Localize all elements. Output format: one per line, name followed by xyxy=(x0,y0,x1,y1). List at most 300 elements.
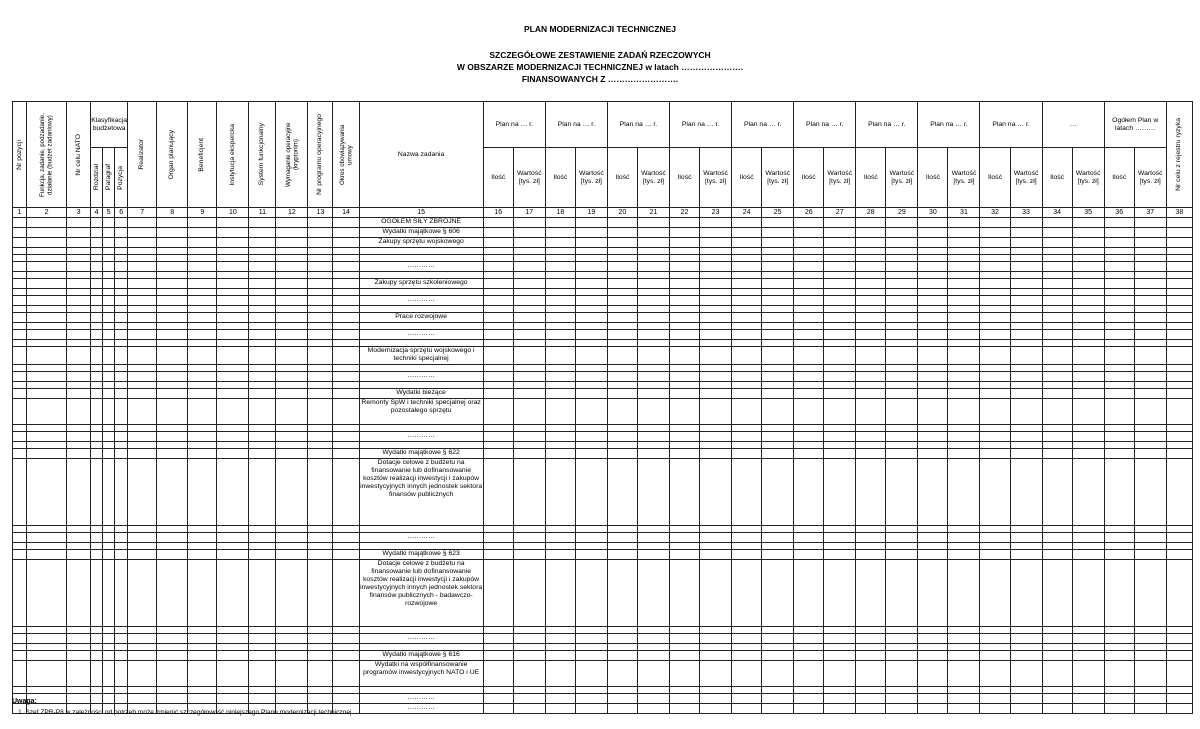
table-cell[interactable] xyxy=(157,550,188,560)
table-cell[interactable] xyxy=(157,248,188,255)
table-cell[interactable] xyxy=(115,627,128,634)
table-cell[interactable] xyxy=(188,644,217,651)
table-cell[interactable] xyxy=(824,313,856,323)
table-cell[interactable] xyxy=(980,372,1010,382)
table-cell[interactable] xyxy=(513,704,545,714)
table-cell[interactable] xyxy=(1166,296,1192,306)
table-cell[interactable] xyxy=(115,306,128,313)
table-cell[interactable] xyxy=(670,306,700,313)
table-cell[interactable] xyxy=(13,389,27,399)
table-cell[interactable] xyxy=(637,634,669,644)
table-cell[interactable] xyxy=(1010,432,1042,442)
table-cell[interactable] xyxy=(637,365,669,372)
table-cell[interactable] xyxy=(27,372,67,382)
table-cell[interactable] xyxy=(762,228,794,238)
table-cell[interactable] xyxy=(308,533,333,543)
table-cell[interactable] xyxy=(483,560,513,627)
table-cell[interactable] xyxy=(91,543,103,550)
table-cell[interactable] xyxy=(1104,347,1134,365)
table-cell[interactable] xyxy=(115,543,128,550)
table-cell[interactable] xyxy=(188,347,217,365)
task-name-cell[interactable] xyxy=(359,543,483,550)
table-cell[interactable] xyxy=(856,296,886,306)
table-cell[interactable] xyxy=(128,661,157,687)
table-cell[interactable] xyxy=(1042,306,1072,313)
table-cell[interactable] xyxy=(1134,323,1166,330)
table-cell[interactable] xyxy=(217,661,249,687)
table-cell[interactable] xyxy=(333,228,359,238)
table-cell[interactable] xyxy=(1104,533,1134,543)
table-cell[interactable] xyxy=(637,449,669,459)
table-cell[interactable] xyxy=(115,382,128,389)
table-cell[interactable] xyxy=(575,533,607,543)
table-cell[interactable] xyxy=(249,661,276,687)
table-cell[interactable] xyxy=(67,296,91,306)
table-cell[interactable] xyxy=(1042,389,1072,399)
table-cell[interactable] xyxy=(762,399,794,425)
table-cell[interactable] xyxy=(103,459,115,526)
table-cell[interactable] xyxy=(1072,313,1104,323)
task-name-cell[interactable]: Remonty SpW i techniki specjalnej oraz pozostałego sprzętu xyxy=(359,399,483,425)
table-cell[interactable] xyxy=(333,661,359,687)
table-cell[interactable] xyxy=(67,313,91,323)
table-cell[interactable] xyxy=(1166,627,1192,634)
table-cell[interactable] xyxy=(308,340,333,347)
table-cell[interactable] xyxy=(1042,372,1072,382)
table-cell[interactable] xyxy=(794,382,824,389)
table-cell[interactable] xyxy=(1010,449,1042,459)
table-cell[interactable] xyxy=(513,289,545,296)
table-cell[interactable] xyxy=(91,347,103,365)
table-cell[interactable] xyxy=(886,262,918,272)
table-cell[interactable] xyxy=(67,306,91,313)
table-cell[interactable] xyxy=(607,272,637,279)
table-cell[interactable] xyxy=(188,533,217,543)
table-cell[interactable] xyxy=(607,306,637,313)
table-cell[interactable] xyxy=(794,347,824,365)
table-cell[interactable] xyxy=(1010,306,1042,313)
table-cell[interactable] xyxy=(308,306,333,313)
table-cell[interactable] xyxy=(732,389,762,399)
table-cell[interactable] xyxy=(91,262,103,272)
table-cell[interactable] xyxy=(670,550,700,560)
table-cell[interactable] xyxy=(188,289,217,296)
table-cell[interactable] xyxy=(27,228,67,238)
table-cell[interactable] xyxy=(948,340,980,347)
table-cell[interactable] xyxy=(980,279,1010,289)
table-cell[interactable] xyxy=(308,449,333,459)
table-cell[interactable] xyxy=(545,238,575,248)
table-cell[interactable] xyxy=(637,272,669,279)
table-cell[interactable] xyxy=(1072,238,1104,248)
table-cell[interactable] xyxy=(732,279,762,289)
table-cell[interactable] xyxy=(856,323,886,330)
table-cell[interactable] xyxy=(276,340,308,347)
table-cell[interactable] xyxy=(249,289,276,296)
table-cell[interactable] xyxy=(1042,627,1072,634)
table-cell[interactable] xyxy=(886,238,918,248)
task-name-cell[interactable]: Dotacje celowe z budżetu na finansowanie lub dofinansowanie kosztów realizacji inwestycji i zakupów inwestycyjnych innych jednostek sektora finansów publicznych - badawczo-rozwojowe xyxy=(359,560,483,627)
table-cell[interactable] xyxy=(1104,238,1134,248)
table-cell[interactable] xyxy=(483,651,513,661)
table-cell[interactable] xyxy=(276,526,308,533)
table-cell[interactable] xyxy=(762,330,794,340)
table-cell[interactable] xyxy=(1134,432,1166,442)
table-cell[interactable] xyxy=(980,560,1010,627)
table-cell[interactable] xyxy=(1104,296,1134,306)
table-cell[interactable] xyxy=(1134,238,1166,248)
table-cell[interactable] xyxy=(856,218,886,228)
table-cell[interactable] xyxy=(886,323,918,330)
table-cell[interactable] xyxy=(1042,238,1072,248)
table-cell[interactable] xyxy=(91,389,103,399)
task-name-cell[interactable]: Dotacje celowe z budżetu na finansowanie lub dofinansowanie kosztów realizacji inwestycji i zakupów inwestycyjnych innych jednostek sektora finansów publicznych xyxy=(359,459,483,526)
table-cell[interactable] xyxy=(115,340,128,347)
table-cell[interactable] xyxy=(575,442,607,449)
table-cell[interactable] xyxy=(670,687,700,694)
table-cell[interactable] xyxy=(980,644,1010,651)
table-cell[interactable] xyxy=(670,365,700,372)
table-cell[interactable] xyxy=(27,365,67,372)
table-cell[interactable] xyxy=(575,248,607,255)
table-cell[interactable] xyxy=(1072,627,1104,634)
table-cell[interactable] xyxy=(67,694,91,704)
table-cell[interactable] xyxy=(1134,272,1166,279)
table-cell[interactable] xyxy=(886,330,918,340)
table-cell[interactable] xyxy=(483,228,513,238)
table-cell[interactable] xyxy=(91,323,103,330)
table-cell[interactable] xyxy=(1072,560,1104,627)
table-cell[interactable] xyxy=(824,262,856,272)
table-cell[interactable] xyxy=(276,550,308,560)
table-cell[interactable] xyxy=(886,255,918,262)
table-cell[interactable] xyxy=(545,289,575,296)
table-cell[interactable] xyxy=(91,238,103,248)
table-cell[interactable] xyxy=(217,255,249,262)
table-cell[interactable] xyxy=(918,704,948,714)
table-cell[interactable] xyxy=(115,248,128,255)
table-cell[interactable] xyxy=(1166,382,1192,389)
table-cell[interactable] xyxy=(980,262,1010,272)
table-cell[interactable] xyxy=(217,533,249,543)
table-cell[interactable] xyxy=(27,323,67,330)
table-cell[interactable] xyxy=(13,399,27,425)
table-cell[interactable] xyxy=(115,272,128,279)
table-cell[interactable] xyxy=(1042,425,1072,432)
table-cell[interactable] xyxy=(1134,389,1166,399)
table-cell[interactable] xyxy=(217,627,249,634)
table-cell[interactable] xyxy=(103,372,115,382)
table-cell[interactable] xyxy=(545,399,575,425)
table-cell[interactable] xyxy=(732,627,762,634)
table-cell[interactable] xyxy=(1042,228,1072,238)
table-cell[interactable] xyxy=(732,399,762,425)
table-cell[interactable] xyxy=(545,661,575,687)
table-cell[interactable] xyxy=(128,365,157,372)
table-cell[interactable] xyxy=(91,661,103,687)
table-cell[interactable] xyxy=(27,218,67,228)
table-cell[interactable] xyxy=(1010,526,1042,533)
table-cell[interactable] xyxy=(732,425,762,432)
table-cell[interactable] xyxy=(276,279,308,289)
table-cell[interactable] xyxy=(513,687,545,694)
table-cell[interactable] xyxy=(824,289,856,296)
table-cell[interactable] xyxy=(886,279,918,289)
table-cell[interactable] xyxy=(575,218,607,228)
table-cell[interactable] xyxy=(1042,432,1072,442)
table-cell[interactable] xyxy=(856,442,886,449)
table-cell[interactable] xyxy=(67,526,91,533)
table-cell[interactable] xyxy=(13,323,27,330)
table-cell[interactable] xyxy=(188,399,217,425)
table-cell[interactable] xyxy=(824,296,856,306)
table-cell[interactable] xyxy=(308,365,333,372)
table-cell[interactable] xyxy=(217,651,249,661)
table-cell[interactable] xyxy=(794,644,824,651)
table-cell[interactable] xyxy=(13,289,27,296)
table-cell[interactable] xyxy=(188,425,217,432)
table-cell[interactable] xyxy=(67,372,91,382)
table-cell[interactable] xyxy=(794,694,824,704)
table-cell[interactable] xyxy=(483,248,513,255)
table-cell[interactable] xyxy=(824,228,856,238)
table-cell[interactable] xyxy=(1166,550,1192,560)
table-cell[interactable] xyxy=(762,661,794,687)
table-cell[interactable] xyxy=(607,218,637,228)
table-cell[interactable] xyxy=(794,627,824,634)
table-cell[interactable] xyxy=(948,543,980,550)
table-cell[interactable] xyxy=(670,704,700,714)
table-cell[interactable] xyxy=(188,272,217,279)
table-cell[interactable] xyxy=(103,228,115,238)
table-cell[interactable] xyxy=(513,330,545,340)
table-cell[interactable] xyxy=(637,347,669,365)
table-cell[interactable] xyxy=(1166,442,1192,449)
table-cell[interactable] xyxy=(948,627,980,634)
table-cell[interactable] xyxy=(918,687,948,694)
table-cell[interactable] xyxy=(128,279,157,289)
table-cell[interactable] xyxy=(607,651,637,661)
table-cell[interactable] xyxy=(13,272,27,279)
table-cell[interactable] xyxy=(575,382,607,389)
table-cell[interactable] xyxy=(115,651,128,661)
table-cell[interactable] xyxy=(27,306,67,313)
table-cell[interactable] xyxy=(1166,340,1192,347)
table-cell[interactable] xyxy=(1010,262,1042,272)
table-cell[interactable] xyxy=(732,340,762,347)
table-cell[interactable] xyxy=(607,644,637,651)
table-cell[interactable] xyxy=(856,694,886,704)
table-cell[interactable] xyxy=(856,644,886,651)
table-cell[interactable] xyxy=(918,272,948,279)
table-cell[interactable] xyxy=(762,347,794,365)
table-cell[interactable] xyxy=(513,449,545,459)
table-cell[interactable] xyxy=(607,687,637,694)
table-cell[interactable] xyxy=(948,526,980,533)
table-cell[interactable] xyxy=(794,651,824,661)
table-cell[interactable] xyxy=(27,543,67,550)
table-cell[interactable] xyxy=(103,262,115,272)
table-cell[interactable] xyxy=(980,543,1010,550)
table-cell[interactable] xyxy=(980,550,1010,560)
table-cell[interactable] xyxy=(483,425,513,432)
table-cell[interactable] xyxy=(637,313,669,323)
table-cell[interactable] xyxy=(67,330,91,340)
table-cell[interactable] xyxy=(217,365,249,372)
table-cell[interactable] xyxy=(545,306,575,313)
table-cell[interactable] xyxy=(545,651,575,661)
table-cell[interactable] xyxy=(188,389,217,399)
table-cell[interactable] xyxy=(575,425,607,432)
table-cell[interactable] xyxy=(794,262,824,272)
table-cell[interactable] xyxy=(513,432,545,442)
table-cell[interactable] xyxy=(824,218,856,228)
task-name-cell[interactable]: Wydatki majątkowe § 622 xyxy=(359,449,483,459)
table-cell[interactable] xyxy=(1072,323,1104,330)
table-cell[interactable] xyxy=(794,432,824,442)
table-cell[interactable] xyxy=(575,306,607,313)
table-cell[interactable] xyxy=(575,687,607,694)
table-cell[interactable] xyxy=(1104,432,1134,442)
table-cell[interactable] xyxy=(1042,543,1072,550)
table-cell[interactable] xyxy=(762,389,794,399)
table-cell[interactable] xyxy=(700,661,732,687)
table-cell[interactable] xyxy=(217,449,249,459)
table-cell[interactable] xyxy=(1166,248,1192,255)
table-cell[interactable] xyxy=(103,449,115,459)
table-cell[interactable] xyxy=(918,442,948,449)
task-name-cell[interactable]: Wydatki majątkowe § 606 xyxy=(359,228,483,238)
table-cell[interactable] xyxy=(607,560,637,627)
table-cell[interactable] xyxy=(732,550,762,560)
table-cell[interactable] xyxy=(700,550,732,560)
table-cell[interactable] xyxy=(115,526,128,533)
table-cell[interactable] xyxy=(886,627,918,634)
table-cell[interactable] xyxy=(700,687,732,694)
table-cell[interactable] xyxy=(545,432,575,442)
table-cell[interactable] xyxy=(545,533,575,543)
table-cell[interactable] xyxy=(308,694,333,704)
table-cell[interactable] xyxy=(308,255,333,262)
table-cell[interactable] xyxy=(67,459,91,526)
table-cell[interactable] xyxy=(670,432,700,442)
table-cell[interactable] xyxy=(732,365,762,372)
table-cell[interactable] xyxy=(575,449,607,459)
table-cell[interactable] xyxy=(824,526,856,533)
table-cell[interactable] xyxy=(1010,218,1042,228)
table-cell[interactable] xyxy=(948,372,980,382)
table-cell[interactable] xyxy=(700,694,732,704)
table-cell[interactable] xyxy=(333,634,359,644)
table-cell[interactable] xyxy=(276,543,308,550)
table-cell[interactable] xyxy=(483,365,513,372)
table-cell[interactable] xyxy=(217,389,249,399)
table-cell[interactable] xyxy=(856,651,886,661)
table-cell[interactable] xyxy=(918,340,948,347)
table-cell[interactable] xyxy=(483,694,513,704)
table-cell[interactable] xyxy=(249,238,276,248)
table-cell[interactable] xyxy=(575,651,607,661)
table-cell[interactable] xyxy=(276,687,308,694)
table-cell[interactable] xyxy=(249,543,276,550)
table-cell[interactable] xyxy=(103,306,115,313)
table-cell[interactable] xyxy=(13,661,27,687)
table-cell[interactable] xyxy=(1072,365,1104,372)
table-cell[interactable] xyxy=(886,543,918,550)
table-cell[interactable] xyxy=(607,449,637,459)
table-cell[interactable] xyxy=(824,432,856,442)
table-cell[interactable] xyxy=(575,550,607,560)
table-cell[interactable] xyxy=(637,704,669,714)
table-cell[interactable] xyxy=(483,432,513,442)
table-cell[interactable] xyxy=(794,296,824,306)
table-cell[interactable] xyxy=(13,238,27,248)
table-cell[interactable] xyxy=(918,560,948,627)
task-name-cell[interactable]: Zakupy sprzętu szkoleniowego xyxy=(359,279,483,289)
table-cell[interactable] xyxy=(545,704,575,714)
table-cell[interactable] xyxy=(276,228,308,238)
table-cell[interactable] xyxy=(1134,442,1166,449)
table-cell[interactable] xyxy=(27,459,67,526)
table-cell[interactable] xyxy=(308,425,333,432)
table-cell[interactable] xyxy=(27,432,67,442)
table-cell[interactable] xyxy=(27,272,67,279)
table-cell[interactable] xyxy=(217,459,249,526)
table-cell[interactable] xyxy=(157,279,188,289)
table-cell[interactable] xyxy=(1010,323,1042,330)
table-cell[interactable] xyxy=(545,313,575,323)
table-cell[interactable] xyxy=(762,704,794,714)
table-cell[interactable] xyxy=(27,330,67,340)
table-cell[interactable] xyxy=(1010,228,1042,238)
table-cell[interactable] xyxy=(607,296,637,306)
table-cell[interactable] xyxy=(670,399,700,425)
table-cell[interactable] xyxy=(794,365,824,372)
table-cell[interactable] xyxy=(128,340,157,347)
table-cell[interactable] xyxy=(700,634,732,644)
table-cell[interactable] xyxy=(824,279,856,289)
table-cell[interactable] xyxy=(794,704,824,714)
table-cell[interactable] xyxy=(607,425,637,432)
table-cell[interactable] xyxy=(794,306,824,313)
table-cell[interactable] xyxy=(1042,687,1072,694)
table-cell[interactable] xyxy=(1010,543,1042,550)
table-cell[interactable] xyxy=(513,533,545,543)
table-cell[interactable] xyxy=(980,627,1010,634)
table-cell[interactable] xyxy=(128,347,157,365)
table-cell[interactable] xyxy=(637,296,669,306)
table-cell[interactable] xyxy=(513,255,545,262)
table-cell[interactable] xyxy=(545,228,575,238)
table-cell[interactable] xyxy=(1166,255,1192,262)
table-cell[interactable] xyxy=(1166,694,1192,704)
table-cell[interactable] xyxy=(483,442,513,449)
table-cell[interactable] xyxy=(1104,694,1134,704)
table-cell[interactable] xyxy=(886,382,918,389)
table-cell[interactable] xyxy=(188,661,217,687)
table-cell[interactable] xyxy=(886,340,918,347)
table-cell[interactable] xyxy=(103,661,115,687)
table-cell[interactable] xyxy=(128,262,157,272)
table-cell[interactable] xyxy=(794,248,824,255)
table-cell[interactable] xyxy=(948,218,980,228)
table-cell[interactable] xyxy=(700,289,732,296)
table-cell[interactable] xyxy=(157,661,188,687)
table-cell[interactable] xyxy=(670,296,700,306)
table-cell[interactable] xyxy=(1042,550,1072,560)
table-cell[interactable] xyxy=(1104,442,1134,449)
table-cell[interactable] xyxy=(128,432,157,442)
